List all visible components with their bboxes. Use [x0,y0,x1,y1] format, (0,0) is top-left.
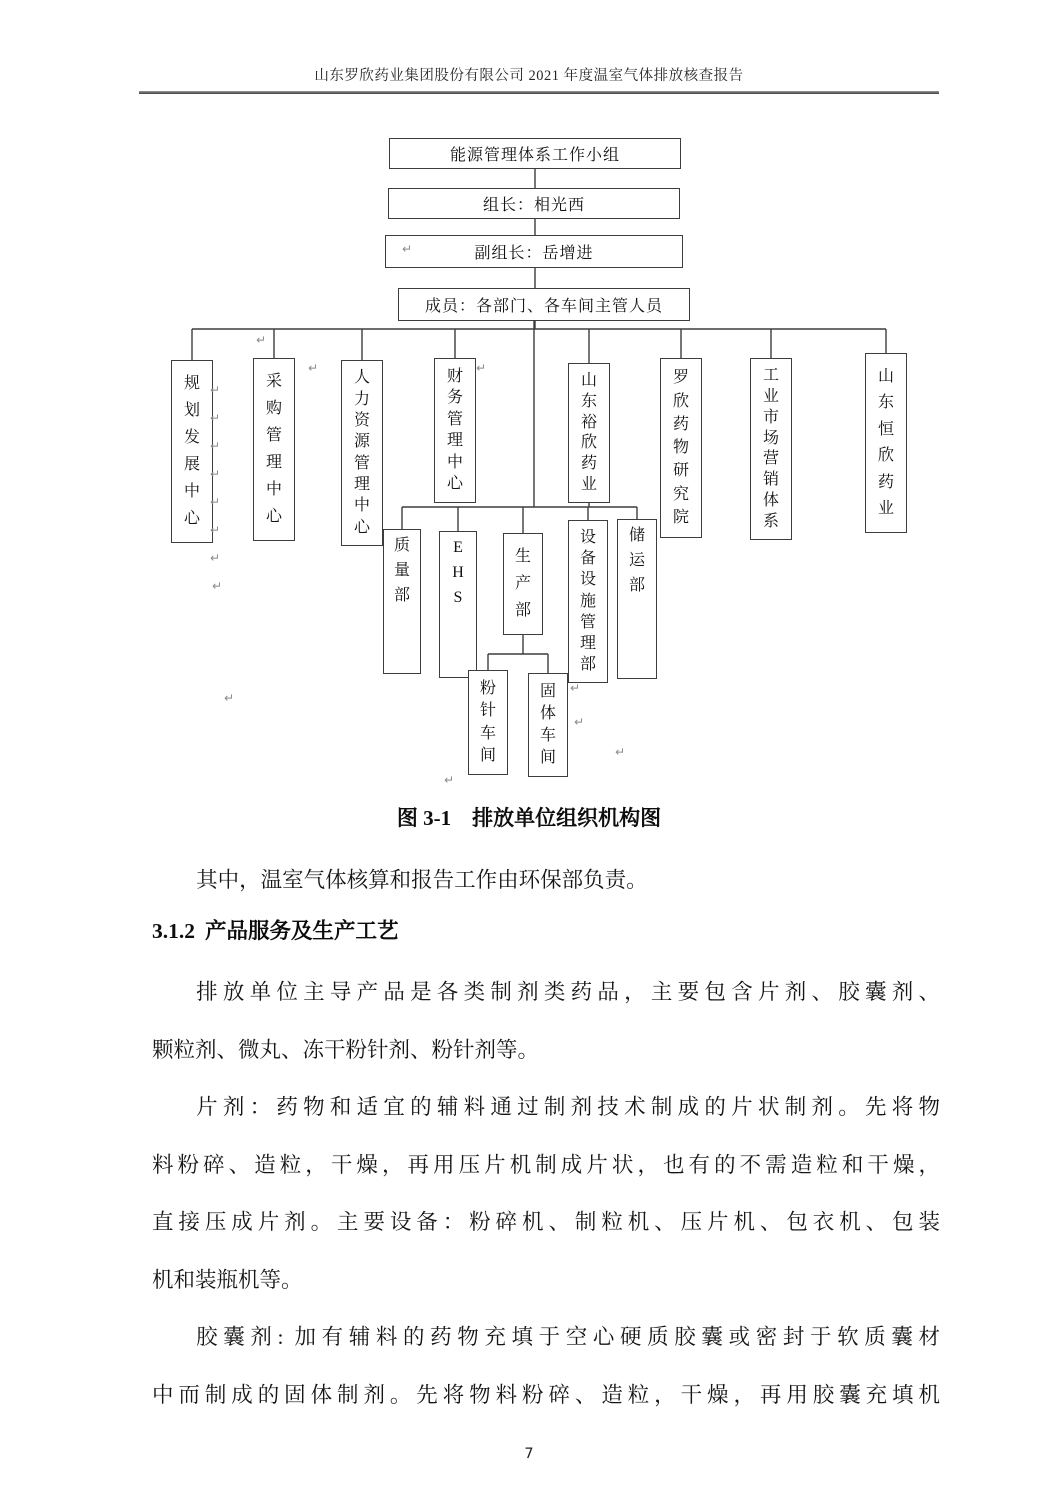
org-node-hr-center: 人 力 资 源 管 理 中 心 [341,360,383,546]
paragraph-line: 料粉碎、造粒，干燥，再用压片机制成片状，也有的不需造粒和干燥， [152,1152,940,1177]
page-header-title: 山东罗欣药业集团股份有限公司 2021 年度温室气体排放核查报告 [314,68,744,84]
org-node-quality-dept: 质 量 部 [383,529,421,674]
page-number: 7 [524,1446,534,1462]
paragraph-products [152,964,940,1079]
paragraph-mark: ↵ [570,681,581,695]
paragraph-mark: ↵ [212,579,223,593]
paragraph-mark: ↵ [210,495,221,509]
org-node-powder-injection-workshop: 粉 针 车 间 [468,670,508,775]
org-node-working-group: 能源管理体系工作小组 [389,138,681,169]
paragraph-mark: ↵ [210,467,221,481]
paragraph-mark: ↵ [210,523,221,537]
paragraph-mark: ↵ [224,691,235,705]
figure-caption: 图 3-1 排放单位组织机构图 [396,806,662,830]
org-node-members: 成员：各部门、各车间主管人员 [398,288,690,321]
org-node-solid-workshop: 固 体 车 间 [528,673,568,777]
org-node-procurement-center: 采 购 管 理 中 心 [253,358,295,541]
paragraph-mark: ↵ [444,773,455,787]
org-node-production-dept: 生 产 部 [503,533,543,635]
paragraph-line: 颗粒剂、微丸、冻干粉针剂、粉针剂等。 [152,1037,540,1062]
paragraph-mark: ↵ [210,411,221,425]
org-node-leader: 组长：相光西 [388,188,680,219]
org-node-storage-transport-dept: 储 运 部 [617,519,657,679]
paragraph-mark: ↵ [308,361,319,375]
paragraph-responsibility [152,852,940,910]
paragraph-mark: ↵ [615,745,626,759]
header-rule [139,91,939,94]
paragraph-mark: ↵ [476,361,487,375]
paragraph-mark: ↵ [256,333,267,347]
org-node-yuxin-pharma: 山 东 裕 欣 药 业 [568,363,610,503]
org-node-research-institute: 罗 欣 药 物 研 究 院 [660,358,702,538]
paragraph-mark: ↵ [574,715,585,729]
paragraph-line: 机和装瓶机等。 [152,1267,303,1292]
paragraph-line: 直接压成片剂。主要设备：粉碎机、制粒机、压片机、包衣机、包装 [152,1210,940,1234]
org-chart-figure [0,135,1058,797]
org-node-planning-center: 规 划 发 展 中 心 [171,360,213,543]
org-node-equipment-facility-dept: 设 备 设 施 管 理 部 [568,520,608,683]
org-node-ehs-dept: E H S [439,531,477,678]
org-node-deputy-leader: 副组长：岳增进 [385,235,683,268]
paragraph-mark: ↵ [210,551,221,565]
paragraph-tablets [152,1079,940,1309]
org-node-marketing-system: 工 业 市 场 营 销 体 系 [750,358,792,540]
paragraph-line: 其中，温室气体核算和报告工作由环保部负责。 [196,868,648,892]
paragraph-line: 中而制成的固体制剂。先将物料粉碎、造粒，干燥，再用胶囊充填机 [152,1382,940,1407]
paragraph-mark: ↵ [402,242,413,256]
paragraph-mark: ↵ [210,383,221,397]
paragraph-line: 胶囊剂: 加有辅料的药物充填于空心硬质胶囊或密封于软质囊材 [196,1325,940,1349]
paragraph-line: 片剂：药物和适宜的辅料通过制剂技术制成的片状制剂。先将物 [196,1095,940,1119]
section-heading [152,916,399,946]
paragraph-capsules [152,1309,940,1424]
paragraph-line: 排放单位主导产品是各类制剂类药品，主要包含片剂、胶囊剂、 [196,980,940,1004]
org-node-hengxin-pharma: 山 东 恒 欣 药 业 [865,353,907,533]
paragraph-mark: ↵ [210,439,221,453]
section-number: 3.1.2 [152,919,195,943]
section-title: 产品服务及生产工艺 [205,919,399,943]
org-node-finance-center: 财 务 管 理 中 心 [434,358,476,503]
